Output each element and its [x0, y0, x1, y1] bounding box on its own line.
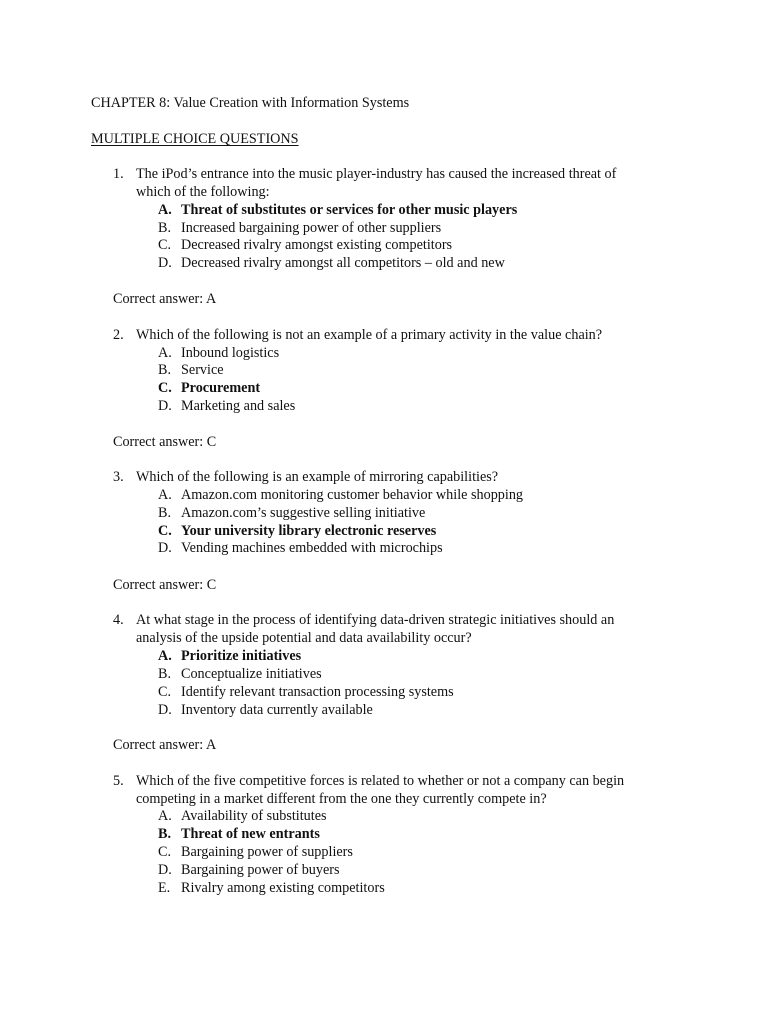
- correct-answer: Correct answer: C: [113, 434, 217, 450]
- option-letter: A.: [158, 202, 172, 218]
- option-text: Inventory data currently available: [181, 702, 373, 718]
- question-text-line: At what stage in the process of identifying data-driven strategic initiatives should an: [136, 612, 615, 628]
- question-number: 5.: [113, 773, 124, 789]
- option-text-correct: Threat of substitutes or services for other music players: [181, 202, 518, 218]
- question-text-line: The iPod’s entrance into the music player-industry has caused the increased threat of: [136, 166, 617, 182]
- option-text: Decreased rivalry amongst all competitors – old and new: [181, 255, 505, 271]
- question-text-line: Which of the following is not an example of a primary activity in the value chain?: [136, 327, 603, 343]
- chapter-title: CHAPTER 8: Value Creation with Information Systems: [91, 95, 410, 111]
- question-text-line: analysis of the upside potential and data availability occur?: [136, 630, 472, 646]
- question-number: 4.: [113, 612, 124, 628]
- option-text: Amazon.com’s suggestive selling initiative: [181, 505, 426, 521]
- option-letter: B.: [158, 220, 172, 236]
- option-letter: C.: [158, 523, 172, 539]
- option-letter: A.: [158, 808, 172, 824]
- option-text: Identify relevant transaction processing systems: [181, 684, 454, 700]
- option-letter: B.: [158, 826, 172, 842]
- option-letter: D.: [158, 862, 172, 878]
- option-letter: C.: [158, 237, 172, 253]
- option-text-correct: Procurement: [181, 380, 261, 396]
- option-letter: D.: [158, 702, 172, 718]
- option-letter: B.: [158, 505, 172, 521]
- option-text: Bargaining power of suppliers: [181, 844, 353, 860]
- option-letter: A.: [158, 345, 172, 361]
- option-letter: B.: [158, 666, 172, 682]
- option-text: Marketing and sales: [181, 398, 296, 414]
- question-text-line: Which of the five competitive forces is related to whether or not a company can begin: [136, 773, 625, 789]
- question-text-line: Which of the following is an example of mirroring capabilities?: [136, 469, 499, 485]
- question-number: 1.: [113, 166, 124, 182]
- correct-answer: Correct answer: C: [113, 577, 217, 593]
- option-text: Rivalry among existing competitors: [181, 880, 385, 896]
- option-letter: D.: [158, 255, 172, 271]
- option-text: Availability of substitutes: [181, 808, 327, 824]
- question-text-line: which of the following:: [136, 184, 270, 200]
- option-letter: D.: [158, 398, 172, 414]
- option-text-correct: Your university library electronic reserves: [181, 523, 437, 539]
- option-text: Decreased rivalry amongst existing competitors: [181, 237, 453, 253]
- option-text: Bargaining power of buyers: [181, 862, 340, 878]
- option-letter: A.: [158, 648, 172, 664]
- option-letter: C.: [158, 844, 172, 860]
- option-letter: E.: [158, 880, 171, 896]
- option-letter: C.: [158, 684, 172, 700]
- option-text: Service: [181, 362, 224, 378]
- correct-answer: Correct answer: A: [113, 737, 217, 753]
- option-text: Vending machines embedded with microchips: [181, 540, 443, 556]
- option-text-correct: Threat of new entrants: [181, 826, 320, 842]
- option-text: Increased bargaining power of other suppliers: [181, 220, 442, 236]
- option-letter: C.: [158, 380, 172, 396]
- option-text: Amazon.com monitoring customer behavior while shopping: [181, 487, 524, 503]
- section-title: MULTIPLE CHOICE QUESTIONS: [91, 131, 299, 147]
- option-letter: D.: [158, 540, 172, 556]
- option-text: Conceptualize initiatives: [181, 666, 322, 682]
- question-number: 3.: [113, 469, 124, 485]
- option-letter: A.: [158, 487, 172, 503]
- option-text: Inbound logistics: [181, 345, 280, 361]
- correct-answer: Correct answer: A: [113, 291, 217, 307]
- option-text-correct: Prioritize initiatives: [181, 648, 302, 664]
- question-text-line: competing in a market different from the one they currently compete in?: [136, 791, 547, 807]
- option-letter: B.: [158, 362, 172, 378]
- question-number: 2.: [113, 327, 124, 343]
